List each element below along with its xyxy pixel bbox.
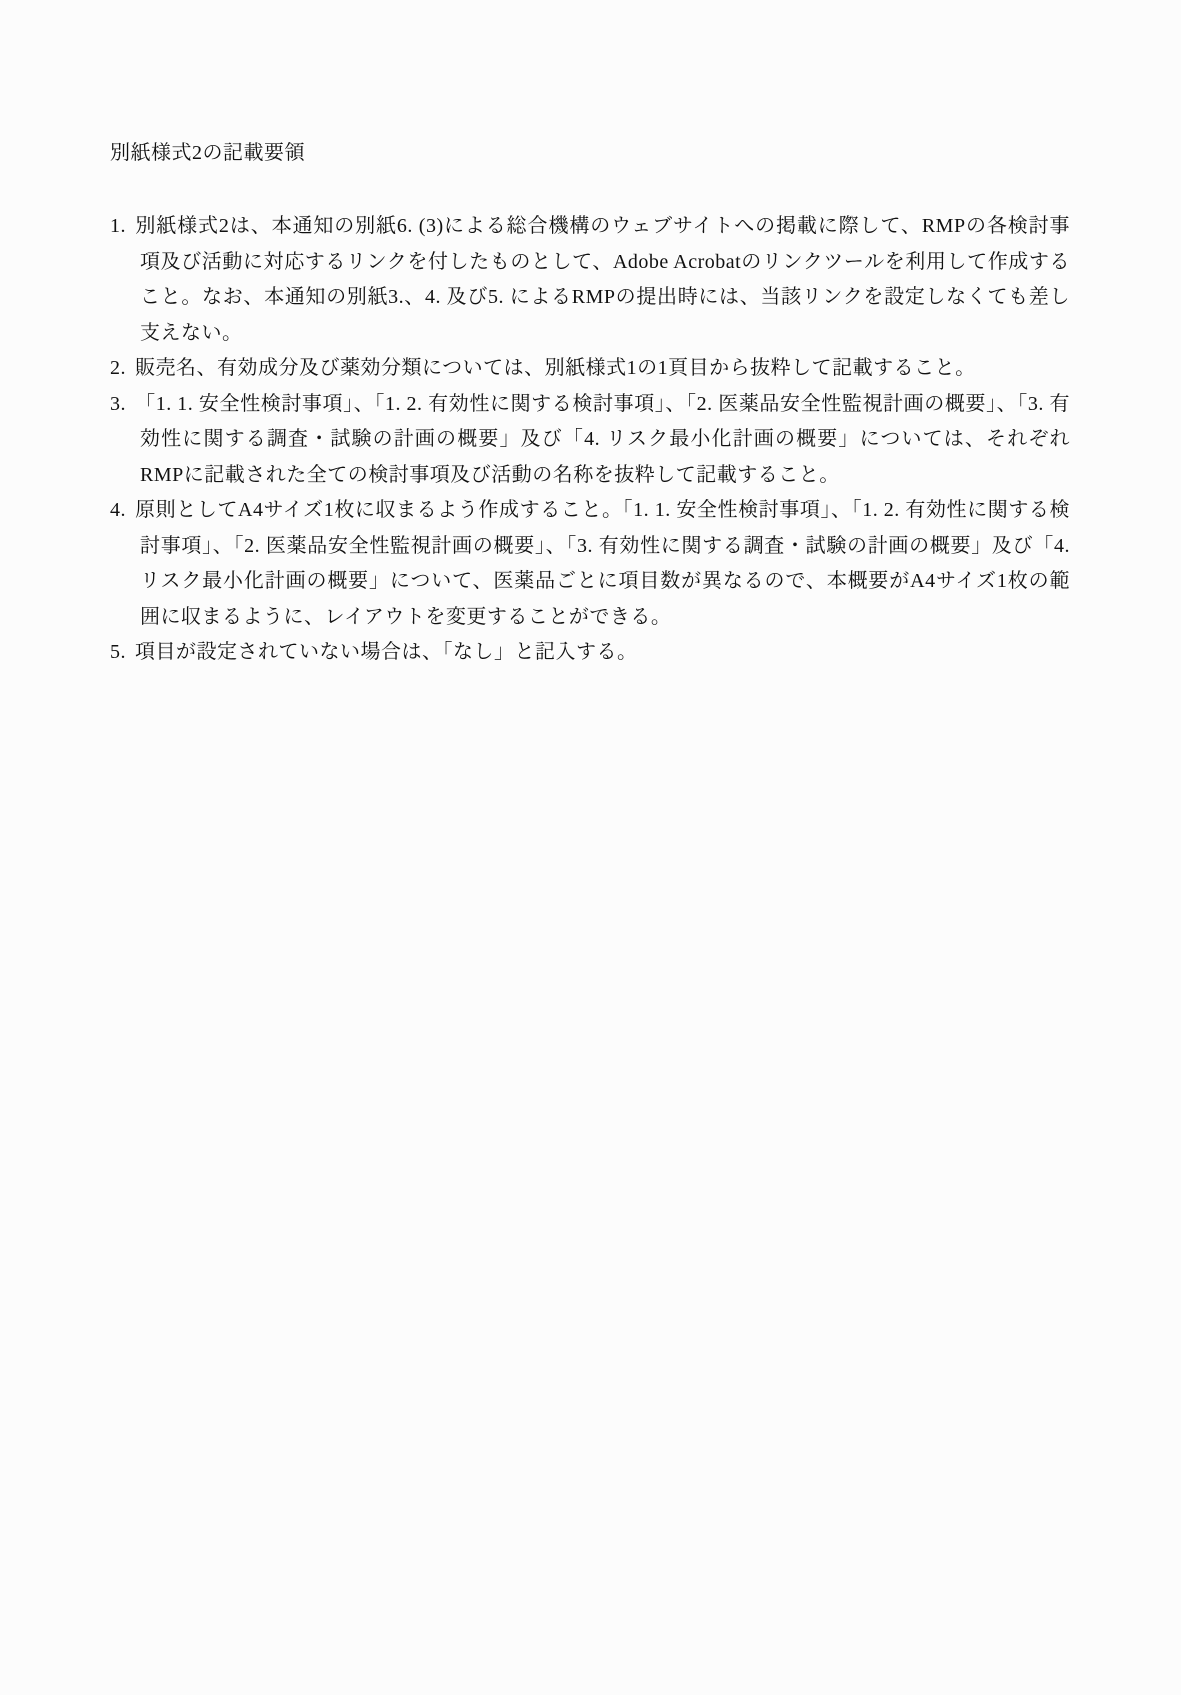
item-text: 別紙様式2は、本通知の別紙6. (3)による総合機構のウェブサイトへの掲載に際して、RMPの各検討事項及び活動に対応するリンクを付したものとして、Adobe Acrobatのリンクツールを利用して作成すること。なお、本通知の別紙3.、4. 及び5. によるRMPの提出時には、当該リンクを設定しなくても差し支えない。 xyxy=(135,215,1070,344)
list-item xyxy=(110,209,1070,351)
list-item xyxy=(110,351,1070,387)
item-number: 4. xyxy=(110,499,126,521)
item-number: 5. xyxy=(110,641,126,663)
item-text: 項目が設定されていない場合は、「なし」と記入する。 xyxy=(135,641,638,663)
page-title: 別紙様式2の記載要領 xyxy=(110,142,305,164)
list-item xyxy=(110,493,1070,635)
list-item xyxy=(110,387,1070,494)
item-text: 「1. 1. 安全性検討事項」、「1. 2. 有効性に関する検討事項」、「2. 医薬品安全性監視計画の概要」、「3. 有効性に関する調査・試験の計画の概要」及び「4. リスク最小化計画の概要」については、それぞれRMPに記載された全ての検討事項及び活動の名称を抜粋して記載すること。 xyxy=(135,392,1070,486)
instruction-list xyxy=(110,209,1070,671)
list-item xyxy=(110,635,1070,671)
item-number: 2. xyxy=(110,357,126,379)
item-text: 原則としてA4サイズ1枚に収まるよう作成すること。「1. 1. 安全性検討事項」、「1. 2. 有効性に関する検討事項」、「2. 医薬品安全性監視計画の概要」、「3. 有効性に関する調査・試験の計画の概要」及び「4. リスク最小化計画の概要」について、医薬品ごとに項目数が異なるので、本概要がA4サイズ1枚の範囲に収まるように、レイアウトを変更することができる。 xyxy=(135,499,1070,628)
item-text: 販売名、有効成分及び薬効分類については、別紙様式1の1頁目から抜粋して記載すること。 xyxy=(135,357,976,379)
item-number: 1. xyxy=(110,215,126,237)
item-number: 3. xyxy=(110,392,126,415)
